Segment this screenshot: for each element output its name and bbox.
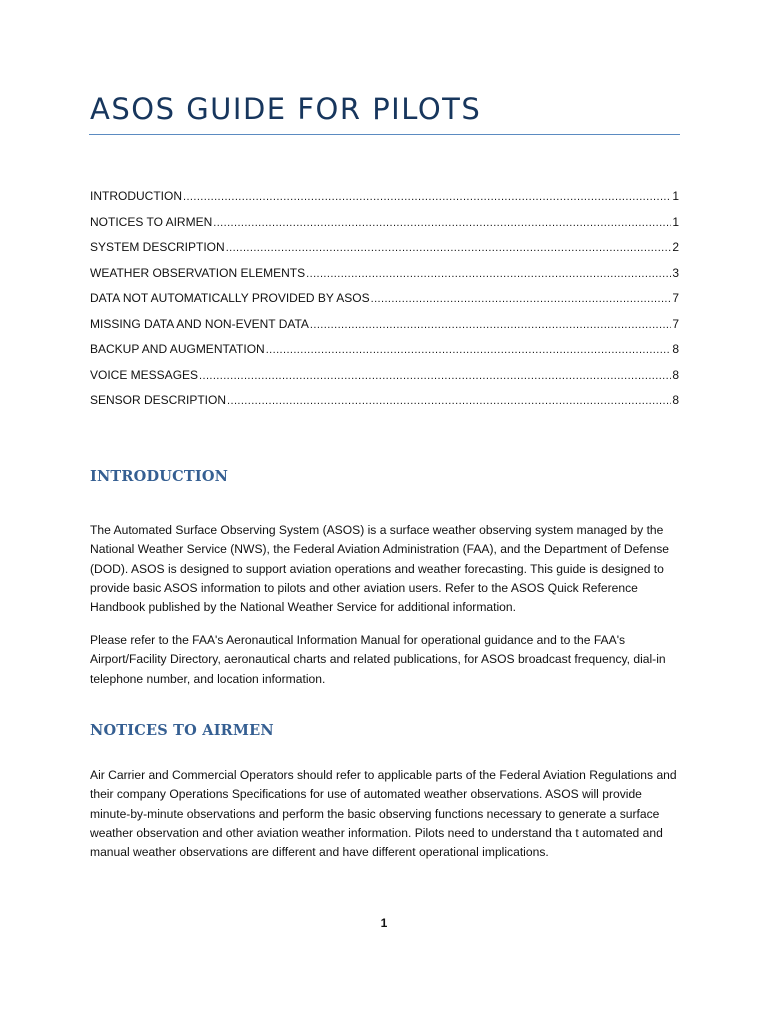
toc-entry-voice-messages[interactable] (90, 363, 679, 389)
page-number: 1 (380, 916, 388, 930)
title-underline (89, 134, 680, 135)
toc-label: VOICE MESSAGES (90, 367, 199, 382)
toc-leader-dots (227, 389, 671, 415)
document-title: ASOS GUIDE FOR PILOTS (90, 92, 482, 126)
toc-label: SYSTEM DESCRIPTION (90, 240, 225, 254)
toc-entry-backup-and-augmentation[interactable] (90, 337, 679, 363)
toc-leader-dots (226, 236, 672, 262)
toc-entry-system-description[interactable] (90, 235, 679, 261)
toc-label: BACKUP AND AUGMENTATION (90, 342, 265, 356)
toc-label: SENSOR DESCRIPTION (90, 393, 227, 407)
toc-entry-weather-observation-elements[interactable] (90, 261, 679, 287)
toc-leader-dots (310, 313, 671, 339)
toc-leader-dots (199, 364, 671, 390)
notices-paragraph-1: Air Carrier and Commercial Operators should refer to applicable parts of the Federal Aviation Regulations and their company Operations Specifications for use of automated weather observations. ASOS will provide minute-by-minute observations and perform the basic observing functions necessary to generate a surface weather observation and other aviation weather information. Pilots need to understand tha t automated and manual weather observations are different and have different operational implications. (90, 768, 677, 860)
toc-page-number: 8 (672, 367, 679, 382)
toc-page-number: 8 (672, 342, 679, 356)
toc-entry-data-not-automatically-provided[interactable] (90, 286, 679, 312)
section-heading-introduction: INTRODUCTION (90, 468, 229, 485)
toc-page-number: 2 (672, 240, 679, 254)
toc-label: NOTICES TO AIRMEN (90, 214, 213, 229)
toc-page-number: 7 (672, 316, 679, 331)
toc-leader-dots (266, 338, 672, 364)
toc-leader-dots (306, 262, 671, 288)
toc-page-number: 1 (672, 189, 679, 203)
toc-leader-dots (183, 185, 671, 211)
toc-entry-missing-data[interactable] (90, 312, 679, 338)
toc-page-number: 3 (672, 265, 679, 280)
section-heading-notices-to-airmen: NOTICES TO AIRMEN (90, 722, 274, 739)
toc-page-number: 8 (672, 393, 679, 407)
toc-label: MISSING DATA AND NON-EVENT DATA (90, 316, 309, 331)
toc-leader-dots (371, 287, 672, 313)
toc-label: WEATHER OBSERVATION ELEMENTS (90, 265, 306, 280)
toc-entry-sensor-description[interactable] (90, 388, 679, 414)
table-of-contents (90, 184, 679, 414)
toc-page-number: 1 (672, 214, 679, 229)
introduction-paragraph-1: The Automated Surface Observing System (ASOS) is a surface weather observing system managed by the National Weather Service (NWS), the Federal Aviation Administration (FAA), and the Department of Defense (DOD). ASOS is designed to support aviation operations and weather forecasting. This guide is designed to provide basic ASOS information to pilots and other aviation users. Refer to the ASOS Quick Reference Handbook published by the National Weather Service for additional information. (90, 523, 669, 615)
toc-entry-introduction[interactable] (90, 184, 679, 210)
toc-entry-notices-to-airmen[interactable] (90, 210, 679, 236)
toc-page-number: 7 (672, 291, 679, 305)
introduction-paragraph-2: Please refer to the FAA's Aeronautical Information Manual for operational guidance and to the FAA's Airport/Facility Directory, aeronautical charts and related publications, for ASOS broadcast frequency, dial-in telephone number, and location information. (90, 633, 666, 686)
toc-leader-dots (213, 211, 671, 237)
toc-label: DATA NOT AUTOMATICALLY PROVIDED BY ASOS (90, 291, 370, 305)
toc-label: INTRODUCTION (90, 189, 182, 203)
